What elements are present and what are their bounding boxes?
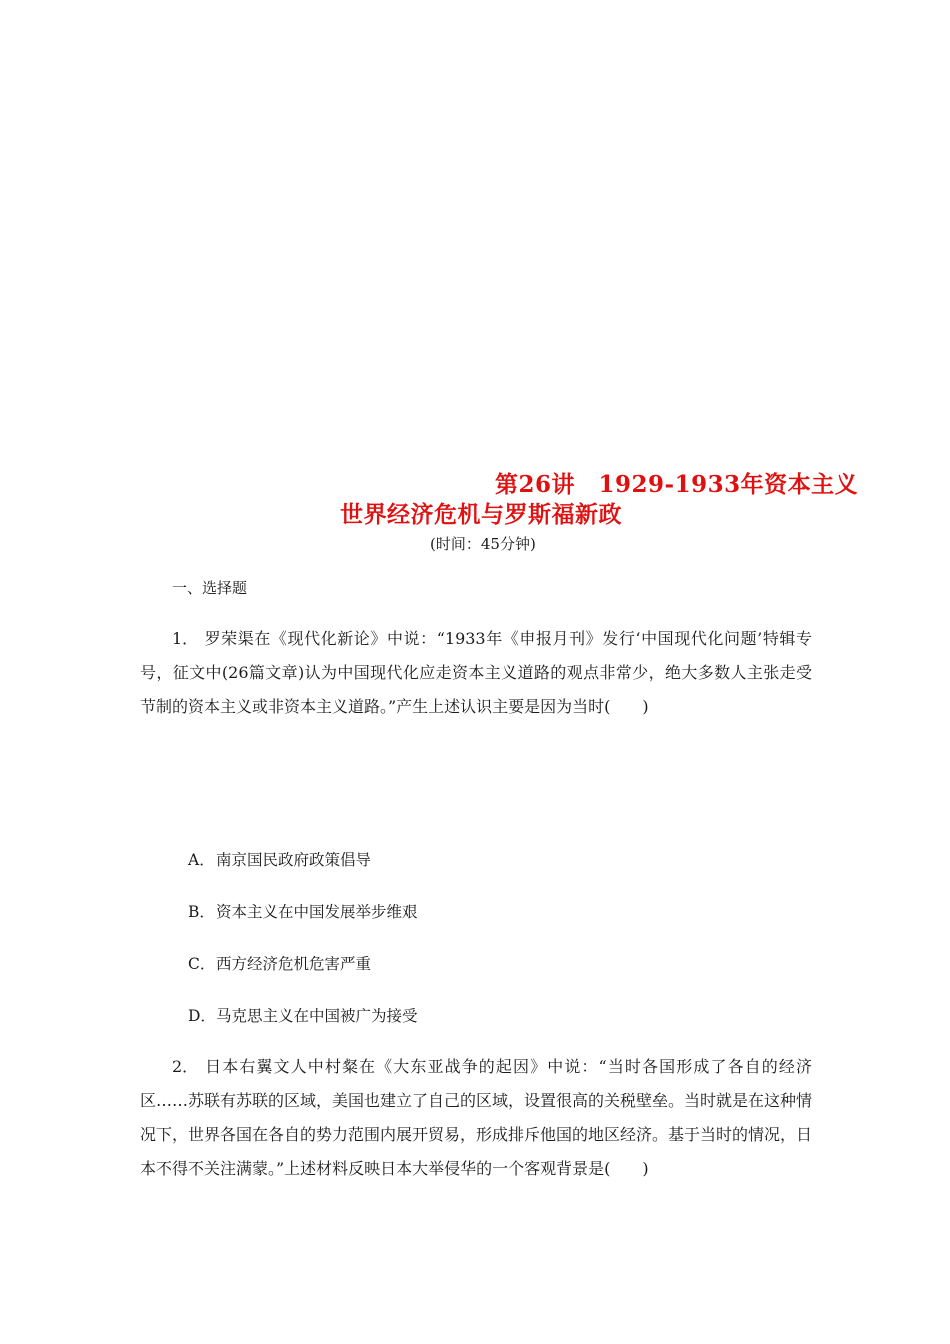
question-1-option-d [188, 1004, 418, 1026]
question-stem: 日本右翼文人中村粲在《大东亚战争的起因》中说：“当时各国形成了各自的经济区……苏联有苏联的区域，美国也建立了自己的区域，设置很高的关税壁垒。当时就是在这种情况下，世界各国在各自的势力范围内展开贸易，形成排斥他国的地区经济。基于当时的情况，日本不得不关注满蒙。”上述材料反映日本大举侵华的一个客观背景是( ) [140, 1057, 813, 1178]
option-text: 资本主义在中国发展举步维艰 [216, 903, 418, 921]
question-stem: 罗荣渠在《现代化新论》中说：“1933年《申报月刊》发行‘中国现代化问题’特辑专号，征文中(26篇文章)认为中国现代化应走资本主义道路的观点非常少，绝大多数人主张走受节制的资本主义或非资本主义道路。”产生上述认识主要是因为当时( ) [140, 629, 812, 716]
question-1 [140, 622, 812, 724]
lesson-title-line-2: 世界经济危机与罗斯福新政 [340, 501, 622, 528]
time-note: (时间：45分钟) [430, 535, 536, 553]
lesson-title-line-1: 第26讲 1929-1933年资本主义 [495, 471, 859, 498]
option-letter: C． [188, 955, 216, 973]
question-number: 2． [172, 1057, 199, 1076]
question-1-option-b [188, 900, 418, 922]
question-1-option-a [188, 848, 371, 870]
option-letter: A． [188, 851, 215, 869]
question-1-option-c [188, 952, 371, 974]
option-text: 马克思主义在中国被广为接受 [216, 1007, 418, 1025]
section-heading: 一、选择题 [172, 579, 248, 597]
option-letter: D． [188, 1007, 216, 1025]
question-2 [140, 1050, 812, 1186]
option-letter: B． [188, 903, 215, 921]
question-number: 1． [172, 629, 199, 648]
option-text: 西方经济危机危害严重 [216, 955, 372, 973]
option-text: 南京国民政府政策倡导 [216, 851, 372, 869]
